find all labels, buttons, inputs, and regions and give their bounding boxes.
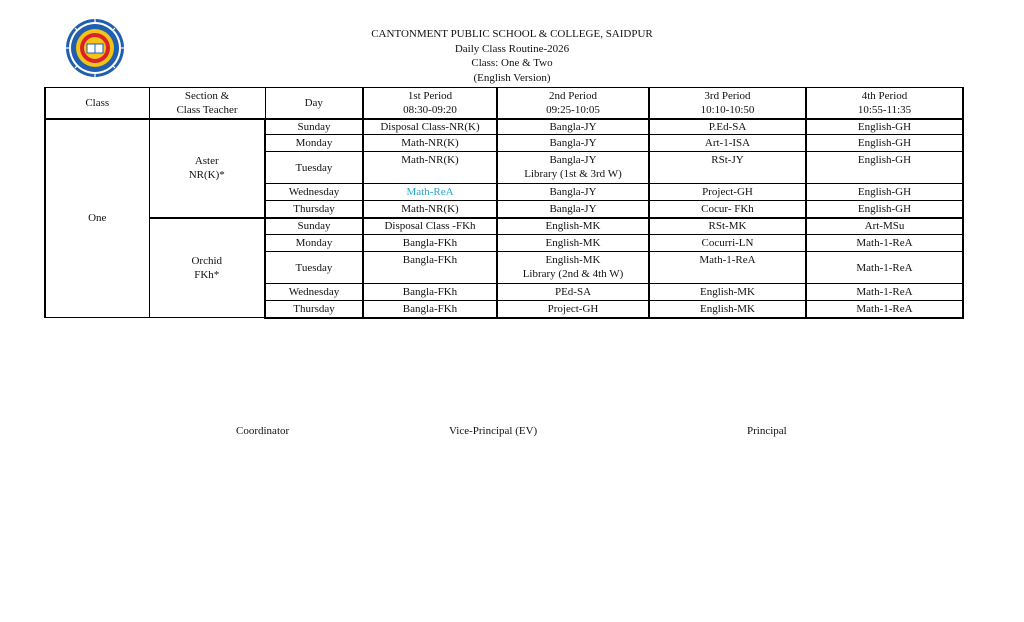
section-cell-orchid: Orchid FKh* — [149, 218, 265, 318]
period-cell: Bangla-FKh — [363, 252, 497, 284]
period-cell: PEd-SA — [497, 284, 649, 301]
day-cell: Sunday — [265, 218, 363, 235]
day-cell: Tuesday — [265, 252, 363, 284]
signature-vice-principal: Vice-Principal (EV) — [449, 425, 538, 437]
document-header — [0, 27, 1024, 85]
header-period-4: 4th Period 10:55-11:35 — [806, 88, 963, 119]
period-cell: Project-GH — [649, 184, 806, 201]
period-cell: Bangla-FKh — [363, 284, 497, 301]
period-cell: Math-1-ReA — [806, 284, 963, 301]
period-cell: Math-1-ReA — [649, 252, 806, 284]
version-title: (English Version) — [473, 71, 551, 84]
period-cell: RSt-JY — [649, 152, 806, 184]
period-cell: Art-1-ISA — [649, 135, 806, 152]
period-cell: Disposal Class -FKh — [363, 218, 497, 235]
day-cell: Monday — [265, 135, 363, 152]
period-cell: Bangla-JY — [497, 184, 649, 201]
period-cell: Bangla-JY — [497, 201, 649, 218]
period-cell: English-GH — [806, 184, 963, 201]
school-name: CANTONMENT PUBLIC SCHOOL & COLLEGE, SAIDPUR — [371, 28, 653, 40]
period-cell: English-GH — [806, 119, 963, 135]
period-cell: Bangla-FKh — [363, 301, 497, 318]
period-cell: Bangla-JY — [497, 135, 649, 152]
header-section: Section & Class Teacher — [149, 88, 265, 119]
period-cell: English-GH — [806, 152, 963, 184]
day-cell: Tuesday — [265, 152, 363, 184]
period-cell: Bangla-JY — [497, 119, 649, 135]
header-period-2: 2nd Period 09:25-10:05 — [497, 88, 649, 119]
period-cell: English-MK — [649, 284, 806, 301]
day-cell: Wednesday — [265, 284, 363, 301]
period-cell: Cocurri-LN — [649, 235, 806, 252]
section-cell-aster: Aster NR(K)* — [149, 119, 265, 218]
header-class: Class — [45, 88, 149, 119]
period-cell: Art-MSu — [806, 218, 963, 235]
period-cell: Math-1-ReA — [806, 252, 963, 284]
class-cell: One — [45, 119, 149, 318]
period-cell: English-MK — [497, 218, 649, 235]
period-cell: Disposal Class-NR(K) — [363, 119, 497, 135]
period-cell: P.Ed-SA — [649, 119, 806, 135]
routine-title: Daily Class Routine-2026 — [454, 42, 570, 55]
table-header-row — [45, 88, 963, 119]
period-cell: English-MK — [497, 235, 649, 252]
period-cell: Cocur- FKh — [649, 201, 806, 218]
period-cell: Math-1-ReA — [806, 235, 963, 252]
signature-principal: Principal — [747, 425, 787, 437]
day-cell: Monday — [265, 235, 363, 252]
period-cell: English-GH — [806, 201, 963, 218]
day-cell: Sunday — [265, 119, 363, 135]
period-cell: Math-NR(K) — [363, 201, 497, 218]
table-row — [45, 218, 963, 235]
class-title: Class: One & Two — [471, 57, 553, 70]
day-cell: Thursday — [265, 301, 363, 318]
day-cell: Wednesday — [265, 184, 363, 201]
header-period-1: 1st Period 08:30-09:20 — [363, 88, 497, 119]
period-cell: English-MK — [649, 301, 806, 318]
period-cell-highlighted: Math-ReA — [363, 184, 497, 201]
period-cell: Math-1-ReA — [806, 301, 963, 318]
period-cell: Bangla-FKh — [363, 235, 497, 252]
routine-table — [44, 87, 964, 319]
period-cell: Project-GH — [497, 301, 649, 318]
period-cell: English-GH — [806, 135, 963, 152]
period-cell: Math-NR(K) — [363, 152, 497, 184]
header-period-3: 3rd Period 10:10-10:50 — [649, 88, 806, 119]
header-day: Day — [265, 88, 363, 119]
day-cell: Thursday — [265, 201, 363, 218]
period-cell: English-MK Library (2nd & 4th W) — [497, 252, 649, 284]
table-row — [45, 119, 963, 135]
period-cell: Bangla-JY Library (1st & 3rd W) — [497, 152, 649, 184]
signature-coordinator: Coordinator — [236, 425, 290, 437]
period-cell: RSt-MK — [649, 218, 806, 235]
period-cell: Math-NR(K) — [363, 135, 497, 152]
